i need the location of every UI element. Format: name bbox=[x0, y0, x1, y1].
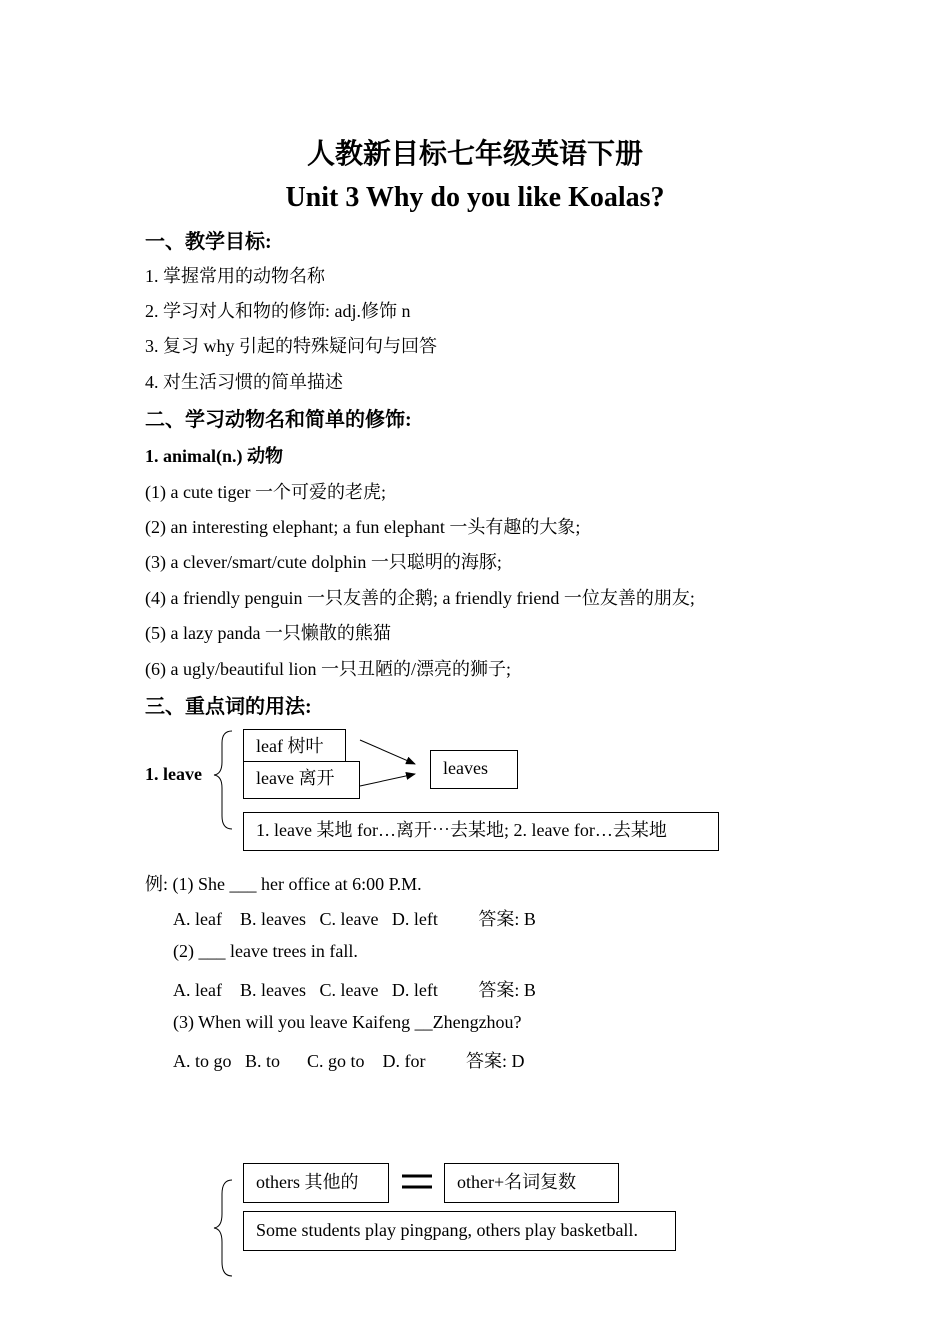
brace-leave-icon bbox=[214, 731, 232, 829]
box-leave-usage bbox=[243, 812, 719, 851]
example-question: 例: (1) She ___ her office at 6:00 P.M. bbox=[145, 874, 422, 894]
section-heading-objectives: 一、教学目标: bbox=[145, 231, 272, 253]
box-others-example bbox=[243, 1211, 676, 1251]
objective-item: 1. 掌握常用的动物名称 bbox=[145, 266, 325, 286]
example-options: A. leaf B. leaves C. leave D. left 答案: B bbox=[173, 980, 536, 1000]
brace-others-icon bbox=[214, 1180, 232, 1276]
objective-item: 4. 对生活习惯的简单描述 bbox=[145, 372, 343, 392]
example-question: (2) ___ leave trees in fall. bbox=[173, 941, 358, 961]
objective-item: 2. 学习对人和物的修饰: adj.修饰 n bbox=[145, 301, 411, 321]
example-options: A. to go B. to C. go to D. for 答案: D bbox=[173, 1051, 525, 1071]
box-others-text: others 其他的 bbox=[256, 1172, 359, 1192]
animal-phrase-item: (4) a friendly penguin 一只友善的企鹅; a friendly friend 一位友善的朋友; bbox=[145, 588, 695, 608]
box-other-plural-text: other+名词复数 bbox=[457, 1172, 577, 1192]
example-options: A. leaf B. leaves C. leave D. left 答案: B bbox=[173, 909, 536, 929]
box-leaves-text: leaves bbox=[443, 758, 488, 778]
box-leaf-text: leaf 树叶 bbox=[256, 736, 324, 756]
box-others bbox=[243, 1163, 389, 1203]
box-leave-text: leave 离开 bbox=[256, 768, 335, 788]
section-heading-animals: 二、学习动物名和简单的修饰: bbox=[145, 409, 412, 431]
arrow-leave-to-leaves-icon bbox=[360, 774, 415, 786]
arrow-leaf-to-leaves-icon bbox=[360, 740, 415, 764]
box-leave-usage-text: 1. leave 某地 for…离开⋯去某地; 2. leave for…去某地 bbox=[256, 820, 667, 840]
document-subtitle: Unit 3 Why do you like Koalas? bbox=[285, 182, 665, 213]
box-leaf bbox=[243, 729, 346, 764]
box-leave bbox=[243, 761, 360, 799]
section-heading-key-words: 三、重点词的用法: bbox=[145, 696, 312, 718]
subheading-animal: 1. animal(n.) 动物 bbox=[145, 446, 284, 466]
leave-label: 1. leave bbox=[145, 764, 202, 784]
box-other-plural bbox=[444, 1163, 619, 1203]
example-question: (3) When will you leave Kaifeng __Zhengzhou? bbox=[173, 1012, 522, 1032]
animal-phrase-item: (1) a cute tiger 一个可爱的老虎; bbox=[145, 482, 386, 502]
animal-phrase-item: (2) an interesting elephant; a fun elephant 一头有趣的大象; bbox=[145, 517, 581, 537]
document-title: 人教新目标七年级英语下册 bbox=[306, 139, 643, 170]
animal-phrase-item: (3) a clever/smart/cute dolphin 一只聪明的海豚; bbox=[145, 552, 502, 572]
animal-phrase-item: (5) a lazy panda 一只懒散的熊猫 bbox=[145, 623, 391, 643]
box-leaves bbox=[430, 750, 518, 789]
animal-phrase-item: (6) a ugly/beautiful lion 一只丑陋的/漂亮的狮子; bbox=[145, 659, 511, 679]
box-others-example-text: Some students play pingpang, others play basketball. bbox=[256, 1220, 638, 1240]
objective-item: 3. 复习 why 引起的特殊疑问句与回答 bbox=[145, 336, 437, 356]
